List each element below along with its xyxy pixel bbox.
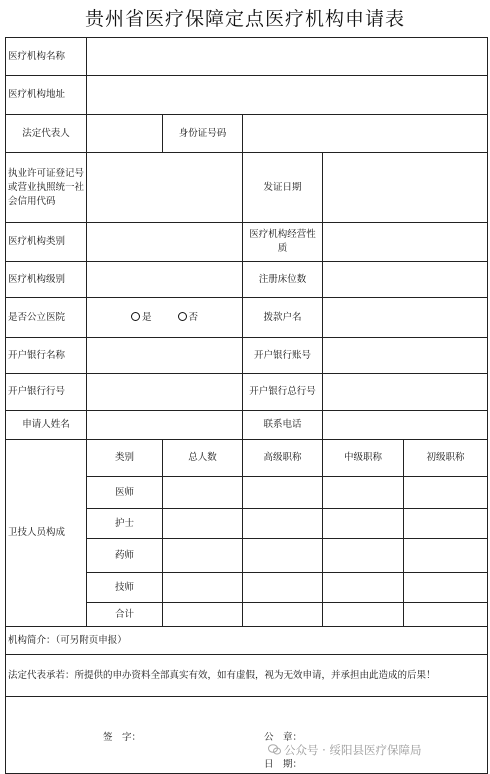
org-level-value[interactable] xyxy=(87,262,243,298)
staff-header-junior: 初级职称 xyxy=(404,440,488,477)
legal-rep-label: 法定代表人 xyxy=(6,115,87,153)
staff-cell[interactable] xyxy=(163,509,243,539)
radio-no-label: 否 xyxy=(188,311,199,323)
bank-code-value[interactable] xyxy=(87,374,243,411)
org-level-label: 医疗机构级别 xyxy=(6,262,87,298)
promise-text: 法定代表承若：所提供的申办资料全部真实有效，如有虚假，视为无效申请，并承担由此造成的后果！ xyxy=(6,655,488,697)
account-name-label: 拨款户名 xyxy=(243,298,323,338)
staff-row-label: 技师 xyxy=(87,573,163,603)
row-public xyxy=(6,298,488,338)
contact-phone-value[interactable] xyxy=(323,411,488,440)
seal-label: 公 章： xyxy=(264,732,303,743)
row-bank-code xyxy=(6,374,488,411)
staff-row-label: 药师 xyxy=(87,539,163,573)
is-public-options xyxy=(87,298,243,338)
applicant-name-label: 申请人姓名 xyxy=(6,411,87,440)
row-bank-name xyxy=(6,338,488,374)
legal-rep-value[interactable] xyxy=(87,115,163,153)
org-address-label: 医疗机构地址 xyxy=(6,76,87,115)
staff-cell[interactable] xyxy=(323,603,404,627)
form-title: 贵州省医疗保障定点医疗机构申请表 xyxy=(84,8,405,30)
radio-circle-icon xyxy=(178,312,187,321)
row-org-address xyxy=(6,76,488,115)
staff-cell[interactable] xyxy=(404,477,488,509)
registered-beds-value[interactable] xyxy=(323,262,488,298)
staff-header-senior: 高级职称 xyxy=(243,440,323,477)
license-no-label: 执业许可证登记号或营业执照统一社会信用代码 xyxy=(6,153,87,223)
row-signature xyxy=(6,697,488,774)
issue-date-label: 发证日期 xyxy=(243,153,323,223)
staff-cell[interactable] xyxy=(323,573,404,603)
radio-circle-icon xyxy=(131,312,140,321)
bank-name-value[interactable] xyxy=(87,338,243,374)
staff-cell[interactable] xyxy=(243,539,323,573)
contact-phone-label: 联系电话 xyxy=(243,411,323,440)
staff-cell[interactable] xyxy=(323,477,404,509)
staff-header-category: 类别 xyxy=(87,440,163,477)
issue-date-value[interactable] xyxy=(323,153,488,223)
staff-cell[interactable] xyxy=(163,477,243,509)
signature-area xyxy=(6,697,488,774)
bank-name-label: 开户银行名称 xyxy=(6,338,87,374)
is-public-label: 是否公立医院 xyxy=(6,298,87,338)
org-category-value[interactable] xyxy=(87,223,243,262)
radio-yes-label: 是 xyxy=(141,311,152,323)
staff-row-label: 护士 xyxy=(87,509,163,539)
org-name-value[interactable] xyxy=(87,38,488,76)
staff-cell[interactable] xyxy=(323,509,404,539)
staff-cell[interactable] xyxy=(243,509,323,539)
staff-section-label: 卫技人员构成 xyxy=(6,440,87,627)
staff-cell[interactable] xyxy=(404,603,488,627)
radio-no[interactable] xyxy=(178,311,199,325)
bank-code-label: 开户银行行号 xyxy=(6,374,87,411)
watermark-text: 公众号 · 绥阳县医疗保障局 xyxy=(284,743,422,757)
staff-header-intermediate: 中级职称 xyxy=(323,440,404,477)
staff-cell[interactable] xyxy=(243,603,323,627)
bank-account-value[interactable] xyxy=(323,338,488,374)
id-number-label: 身份证号码 xyxy=(163,115,243,153)
staff-cell[interactable] xyxy=(323,539,404,573)
date-label: 日 期： xyxy=(264,759,303,770)
operating-nature-value[interactable] xyxy=(323,223,488,262)
registered-beds-label: 注册床位数 xyxy=(243,262,323,298)
staff-cell[interactable] xyxy=(243,573,323,603)
row-org-level xyxy=(6,262,488,298)
staff-header-total: 总人数 xyxy=(163,440,243,477)
staff-cell[interactable] xyxy=(404,539,488,573)
watermark xyxy=(268,742,421,758)
intro-label: 机构简介：（可另附页申报） xyxy=(6,627,488,655)
staff-header-row xyxy=(6,440,488,477)
staff-cell[interactable] xyxy=(163,539,243,573)
bank-head-code-label: 开户银行总行号 xyxy=(243,374,323,411)
id-number-value[interactable] xyxy=(243,115,488,153)
row-intro xyxy=(6,627,488,655)
account-name-value[interactable] xyxy=(323,298,488,338)
org-address-value[interactable] xyxy=(87,76,488,115)
chat-bubble-icon xyxy=(268,744,281,755)
sign-label: 签 字： xyxy=(103,732,142,743)
row-org-name xyxy=(6,38,488,76)
staff-cell[interactable] xyxy=(163,603,243,627)
staff-cell[interactable] xyxy=(163,573,243,603)
operating-nature-label: 医疗机构经营性质 xyxy=(243,223,323,262)
bank-head-code-value[interactable] xyxy=(323,374,488,411)
staff-cell[interactable] xyxy=(404,509,488,539)
applicant-name-value[interactable] xyxy=(87,411,243,440)
row-promise xyxy=(6,655,488,697)
row-legal-rep xyxy=(6,115,488,153)
row-applicant xyxy=(6,411,488,440)
row-org-category xyxy=(6,223,488,262)
staff-row-label: 合计 xyxy=(87,603,163,627)
application-form-table xyxy=(5,37,488,774)
bank-account-label: 开户银行账号 xyxy=(243,338,323,374)
staff-cell[interactable] xyxy=(404,573,488,603)
org-category-label: 医疗机构类别 xyxy=(6,223,87,262)
org-name-label: 医疗机构名称 xyxy=(6,38,87,76)
radio-yes[interactable] xyxy=(131,311,152,325)
staff-cell[interactable] xyxy=(243,477,323,509)
row-license xyxy=(6,153,488,223)
staff-row-label: 医师 xyxy=(87,477,163,509)
license-no-value[interactable] xyxy=(87,153,243,223)
